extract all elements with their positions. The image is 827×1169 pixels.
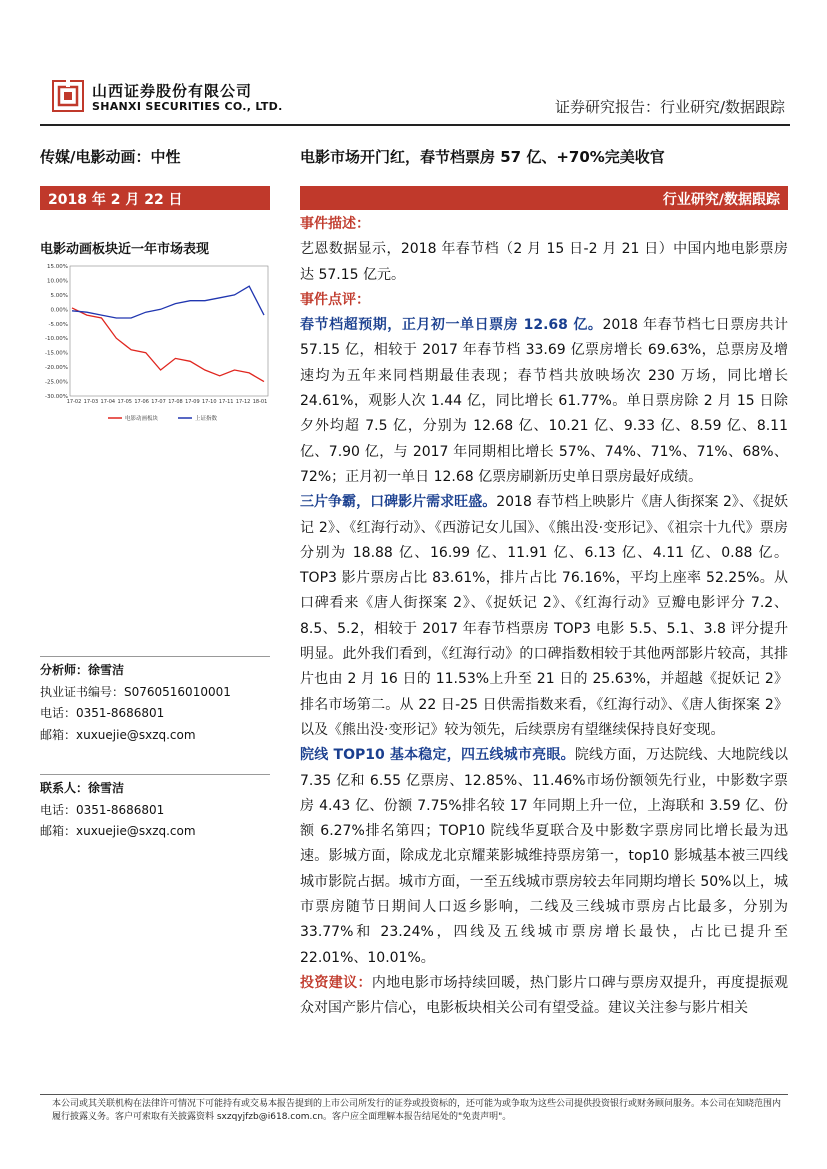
x-tick-label: 17-09 xyxy=(185,399,200,405)
paragraph-2-text: 2018 春节档上映影片《唐人街探案 2》、《捉妖记 2》、《红海行动》、《西游记女儿国》、《熊出没·变形记》、《祖宗十九代》票房分别为 18.88 亿、16.99 亿、11.91 亿、6.13 亿、4.11 亿、0.88 亿。TOP3 影片票房占比 83.61%，排片占比 76.16%，平均上座率 52.25%。从口碑看来《唐人街探案 2》、《捉妖记 2》、《红海行动》豆瓣电影评分 7.2、8.5、5.2，相较于 2017 年春节档票房 TOP3 电影 5.5、5.1、3.8 评分提升明显。此外我们看到，《红海行动》的口碑指数相较于其他两部影片较高，其排片也由 2 月 16 日的 11.53%上升至 21 日的 25.63%，并超越《捉妖记 2》排名市场第二。从 22 日-25 日供需指数来看，《红海行动》、《唐人街探案 2》以及《熊出没·变形记》较为领先，后续票房有望继续保持良好变现。 xyxy=(300,494,789,738)
event-description xyxy=(300,212,788,1022)
x-tick-label: 17-11 xyxy=(218,399,234,405)
y-tick-label: 10.00% xyxy=(47,278,68,285)
investment-advice-text: 内地电影市场持续回暖，热门影片口碑与票房双提升，再度提振观众对国产影片信心，电影板块相关公司有望受益。建议关注参与影片相关 xyxy=(300,974,789,1017)
x-tick-label: 17-12 xyxy=(235,399,251,405)
chart-plot-frame xyxy=(70,266,268,396)
chart-title: 电影动画板块近一年市场表现 xyxy=(40,242,210,257)
series-line-sector xyxy=(72,308,264,382)
report-date: 2018 年 2 月 22 日 xyxy=(40,186,270,210)
footer-disclaimer: 本公司或其关联机构在法律许可情况下可能持有或交易本报告提到的上市公司所发行的证券或投资标的，还可能为或争取为这些公司提供投资银行或财务顾问服务。本公司在知晓范围内履行披露义务。客户可索取有关披露资料 sxzqyjfzb@i618.com.cn。客户应全面理解本报告结尾处的"免责声明"。 xyxy=(52,1099,782,1122)
legend-label: 上证指数 xyxy=(195,416,218,422)
paragraph-3-lead: 院线 TOP10 基本稳定，四五线城市亮眼。 xyxy=(300,747,575,764)
analyst-label: 分析师：徐雪洁 xyxy=(40,663,125,677)
y-tick-label: -30.00% xyxy=(45,394,68,400)
y-tick-label: 5.00% xyxy=(50,292,68,299)
analyst-email[interactable]: 邮箱：xuxuejie@sxzq.com xyxy=(40,727,196,742)
contact-label: 联系人：徐雪洁 xyxy=(40,781,125,795)
analyst-divider xyxy=(40,656,270,657)
paragraph-4 xyxy=(300,971,788,1022)
event-description-text: 艺恩数据显示，2018 年春节档（2 月 15 日-2 月 21 日）中国内地电影票房达 57.15 亿元。 xyxy=(300,241,788,283)
contact-email[interactable]: 邮箱：xuxuejie@sxzq.com xyxy=(40,824,196,838)
paragraph-2 xyxy=(300,490,788,743)
x-tick-label: 17-07 xyxy=(151,399,166,405)
analyst-block xyxy=(40,660,231,746)
x-tick-label: 17-02 xyxy=(66,399,82,405)
y-tick-label: 15.00% xyxy=(47,264,68,270)
paragraph-2-lead: 三片争霸，口碑影片需求旺盛。 xyxy=(300,494,497,511)
contact-divider xyxy=(40,774,270,775)
x-tick-label: 17-05 xyxy=(117,399,132,405)
event-description-label: 事件描述： xyxy=(300,216,370,232)
y-tick-label: -10.00% xyxy=(45,336,68,343)
x-tick-label: 17-03 xyxy=(83,399,99,405)
x-tick-label: 17-08 xyxy=(168,399,183,405)
company-name-en: SHANXI SECURITIES CO., LTD. xyxy=(92,100,283,113)
event-comment-label: 事件点评： xyxy=(300,291,370,308)
report-headline: 电影市场开门红，春节档票房 57 亿、+70%完美收官 xyxy=(300,148,665,166)
company-logo-icon xyxy=(52,80,84,112)
sector-rating: 传媒/电影动画：中性 xyxy=(40,148,181,166)
header-divider xyxy=(40,124,790,126)
analyst-license: 执业证书编号：S0760516010001 xyxy=(40,684,231,699)
y-tick-label: -25.00% xyxy=(45,379,68,386)
y-tick-label: -15.00% xyxy=(45,350,68,357)
report-type: 证券研究报告：行业研究/数据跟踪 xyxy=(554,98,785,116)
paragraph-1-text: 2018 年春节档七日票房共计 57.15 亿，相较于 2017 年春节档 33.69 亿票房增长 69.63%，总票房及增速均为五年来同档期最佳表现；春节档共放映场次 230 万场，同比增长 24.61%，观影人次 1.44 亿，同比增长 61.77%。单日票房除 2 月 15 日除夕外均超 7.5 亿，分别为 12.68 亿、10.21 亿、9.33 亿、8.59 亿、8.11 亿、7.90 亿，与 2017 年同期相比增长 57%、74%、71%、71%、68%、72%；正月初一单日 12.68 亿票房刷新历史单日票房最好成绩。 xyxy=(300,317,788,485)
paragraph-3-text: 院线方面，万达院线、大地院线以 7.35 亿和 6.55 亿票房、12.85%、11.46%市场份额领先行业，中影数字票房 4.43 亿、份额 7.75%排名较 17 年同期上升一位，上海联和 3.59 亿、份额 6.27%排名第四；TOP10 院线华夏联合及中影数字票房同比增长最为迅速。影城方面，除成龙北京耀莱影城维持票房第一，top10 影城基本被三四线城市影院占据。城市方面，一至五线城市票房较去年同期均增长 50%以上，城市票房随节日期间人口返乡影响，二线及三线城市票房占比最多，分别为 33.77%和 23.24%，四线及五线城市票房增长最快，占比已提升至 22.01%、10.01%。 xyxy=(300,747,788,966)
legend-label: 电影动画板块 xyxy=(125,416,159,422)
series-line-index xyxy=(72,286,264,318)
x-tick-label: 17-06 xyxy=(134,399,149,405)
footer-divider xyxy=(40,1094,788,1095)
contact-block xyxy=(40,778,196,843)
analyst-phone: 电话：0351-8686801 xyxy=(40,706,165,720)
investment-advice-label: 投资建议： xyxy=(300,974,372,991)
contact-phone: 电话：0351-8686801 xyxy=(40,802,165,817)
company-name-cn: 山西证券股份有限公司 xyxy=(92,82,253,100)
market-performance-chart xyxy=(38,260,274,432)
y-tick-label: -20.00% xyxy=(45,365,68,372)
y-tick-label: -5.00% xyxy=(48,321,68,328)
paragraph-1-lead: 春节档超预期，正月初一单日票房 12.68 亿。 xyxy=(300,317,603,334)
x-tick-label: 17-04 xyxy=(100,399,116,405)
paragraph-1 xyxy=(300,313,788,490)
y-tick-label: 0.00% xyxy=(50,307,68,314)
report-category: 行业研究/数据跟踪 xyxy=(300,186,788,210)
x-tick-label: 18-01 xyxy=(252,399,268,405)
paragraph-3 xyxy=(300,743,788,971)
x-tick-label: 17-10 xyxy=(202,399,217,405)
